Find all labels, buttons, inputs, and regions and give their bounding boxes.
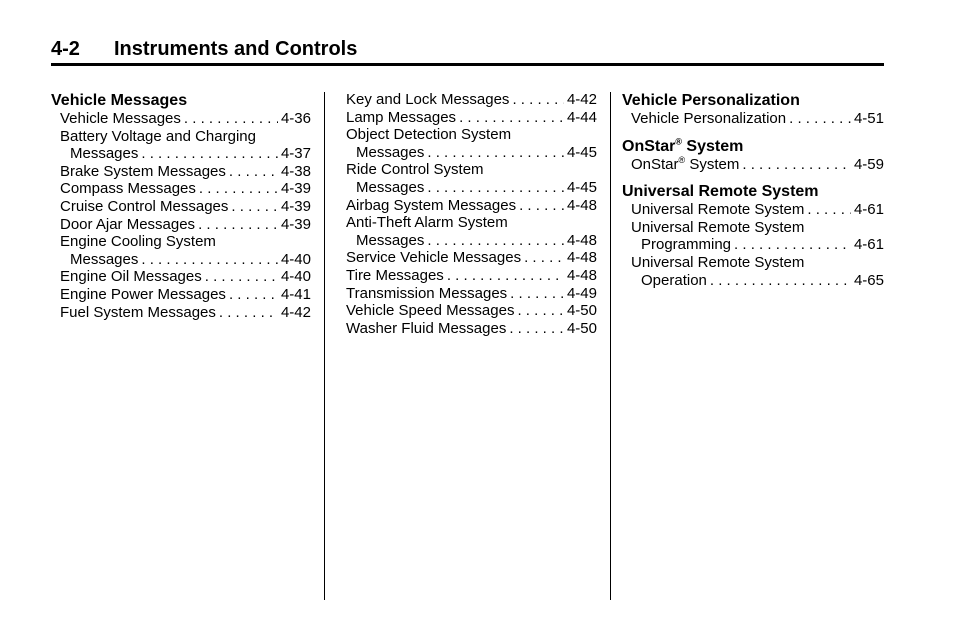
toc-entry[interactable]: OnStar® System . . . 4-59 [622,156,884,174]
toc-entry-first-line[interactable]: Universal Remote System [631,253,805,271]
toc-entry[interactable]: Engine Power Messages . . . 4-41 [51,286,311,304]
toc-column-left [51,91,311,321]
toc-entry[interactable]: Engine Oil Messages . . . 4-40 [51,268,311,286]
toc-heading-vehicle-messages: Vehicle Messages [51,92,188,109]
toc-entry[interactable]: Programming . . . 4-61 [622,236,884,254]
toc-entry[interactable]: Compass Messages . . . 4-39 [51,180,311,198]
toc-entry[interactable]: Messages . . . 4-45 [346,144,597,162]
toc-entry[interactable]: Lamp Messages . . . 4-44 [346,109,597,127]
toc-entry[interactable]: Key and Lock Messages . . . 4-42 [346,91,597,109]
toc-entry-first-line[interactable]: Battery Voltage and Charging [60,127,256,145]
toc-entry[interactable]: Operation . . . 4-65 [622,272,884,290]
toc-entry[interactable]: Service Vehicle Messages . . . 4-48 [346,249,597,267]
toc-column-middle [346,91,597,337]
toc-entry[interactable]: Fuel System Messages . . . 4-42 [51,304,311,322]
toc-entry-first-line[interactable]: Universal Remote System [631,218,805,236]
toc-column-right [622,91,884,289]
toc-entry[interactable]: Vehicle Speed Messages . . . 4-50 [346,302,597,320]
toc-entry[interactable]: Vehicle Personalization . . . 4-51 [622,110,884,128]
toc-heading-vehicle-personalization: Vehicle Personalization [622,92,800,109]
toc-entry[interactable]: Messages . . . 4-37 [51,145,311,163]
toc-entry[interactable]: Door Ajar Messages . . . 4-39 [51,216,311,234]
column-divider-1 [324,92,325,600]
toc-entry[interactable]: Washer Fluid Messages . . . 4-50 [346,320,597,338]
toc-heading-universal-remote-system: Universal Remote System [622,183,819,201]
toc-entry-first-line[interactable]: Object Detection System [346,126,512,144]
toc-entry[interactable]: Airbag System Messages . . . 4-48 [346,197,597,215]
toc-entry-first-line[interactable]: Anti-Theft Alarm System [346,214,508,232]
toc-entry[interactable]: Cruise Control Messages . . . 4-39 [51,198,311,216]
toc-entry-first-line[interactable]: Ride Control System [346,161,484,179]
toc-entry-first-line[interactable]: Engine Cooling System [60,233,216,251]
page-header [51,38,884,64]
column-divider-2 [610,92,611,600]
page-number: 4-2 [51,38,80,60]
toc-entry[interactable]: Brake System Messages . . . 4-38 [51,163,311,181]
header-rule [51,63,884,66]
toc-entry[interactable]: Messages . . . 4-40 [51,251,311,269]
toc-entry[interactable]: Messages . . . 4-48 [346,232,597,250]
toc-entry[interactable]: Transmission Messages . . . 4-49 [346,285,597,303]
toc-heading-onstar-system: OnStar® System [622,136,744,155]
toc-entry[interactable]: Messages . . . 4-45 [346,179,597,197]
toc-entry[interactable]: Vehicle Messages . . . 4-36 [51,110,311,128]
toc-entry[interactable]: Tire Messages . . . 4-48 [346,267,597,285]
toc-entry[interactable]: Universal Remote System . . . 4-61 [622,201,884,219]
section-title: Instruments and Controls [114,38,358,60]
